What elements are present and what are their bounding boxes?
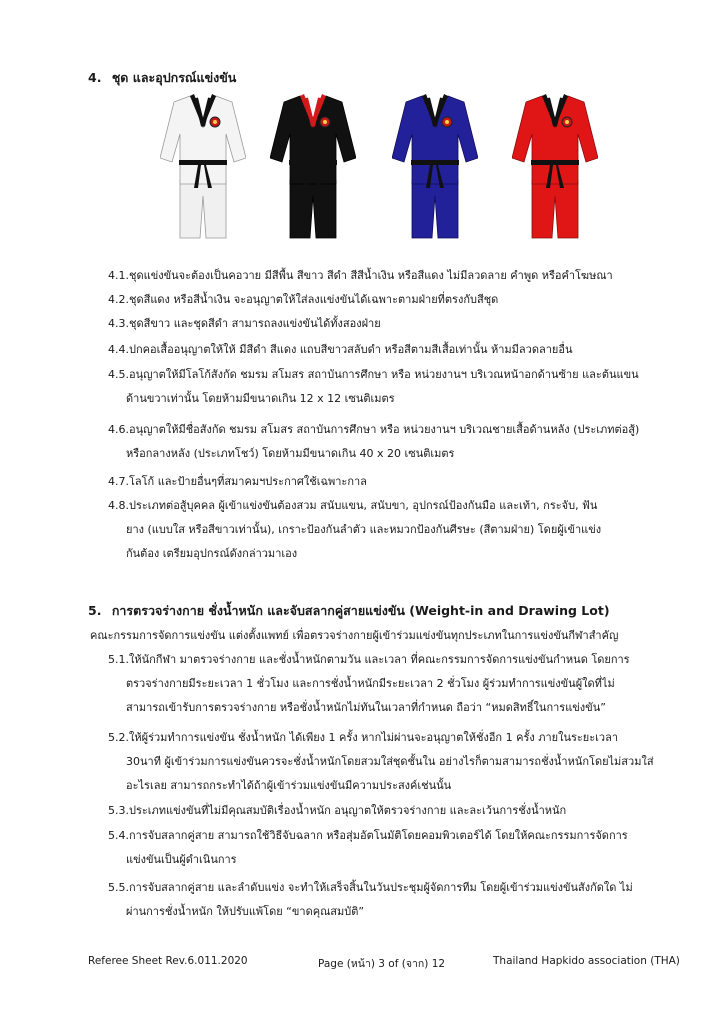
list-item-number: 4.3	[108, 317, 126, 330]
list-item-number: 4.2	[108, 293, 126, 306]
list-item-line: ด้านขวาเท่านั้น โดยห้ามมีขนาดเกิน 12 x 12 เซนติเมตร	[126, 392, 395, 405]
list-item-number: 4.4	[108, 343, 126, 356]
footer-right: Thailand Hapkido association (THA)	[493, 955, 680, 967]
list-item-text: การจับสลากคู่สาย และลำดับแข่ง จะทำให้เสร็จสิ้นในวันประชุมผู้จัดการทีม โดยผู้เข้าร่วมแข่งขันสังกัดใด ไม่	[129, 881, 633, 894]
list-item-line: 4.4.ปกคอเสื้ออนุญาตให้ให้ มีสีดำ สีแดง แถบสีขาวสลับดำ หรือสีตามสีเสื้อเท่านั้น ห้ามมีลวดลายอื่น	[108, 343, 573, 356]
section-5-intro: คณะกรรมการจัดการแข่งขัน แต่งตั้งแพทย์ เพื่อตรวจร่างกายผู้เข้าร่วมแข่งขันทุกประเภทในการแข่งขันกีฬาสำคัญ	[90, 629, 619, 642]
uniform-black	[270, 88, 356, 248]
section-4-number: 4.	[88, 70, 102, 85]
list-item-line: แข่งขันเป็นผู้ดำเนินการ	[126, 853, 237, 866]
list-item-number: 4.5	[108, 368, 126, 381]
list-item-text: ให้ผู้ร่วมทำการแข่งขัน ชั่งน้ำหนัก ได้เพียง 1 ครั้ง หากไม่ผ่านจะอนุญาตให้ชั่งอีก 1 ครั้ง ภายในระยะเวลา	[129, 731, 619, 744]
list-item-line: 5.2.ให้ผู้ร่วมทำการแข่งขัน ชั่งน้ำหนัก ได้เพียง 1 ครั้ง หากไม่ผ่านจะอนุญาตให้ชั่งอีก 1 ครั้ง ภายในระยะเวลา	[108, 731, 619, 744]
section-5-number: 5.	[88, 603, 102, 618]
list-item-text: ประเภทต่อสู้บุคคล ผู้เข้าแข่งขันต้องสวม สนับแขน, สนับขา, อุปกรณ์ป้องกันมือ และเท้า, กระจับ, ฟัน	[129, 499, 598, 512]
list-item-line: ผ่านการชั่งน้ำหนัก ให้ปรับแพ้โดย “ขาดคุณสมบัติ”	[126, 905, 365, 918]
uniform-images	[160, 88, 580, 248]
list-item-line: 4.6.อนุญาตให้มีชื่อสังกัด ชมรม สโมสร สถาบันการศึกษา หรือ หน่วยงานฯ บริเวณชายเสื้อด้านหลัง (ประเภทต่อสู้)	[108, 423, 640, 436]
list-item-number: 5.2	[108, 731, 126, 744]
uniform-blue	[392, 88, 478, 248]
list-item-text: ให้นักกีฬา มาตรวจร่างกาย และชั่งน้ำหนักตามวัน และเวลา ที่คณะกรรมการจัดการแข่งขันกำหนด โดยการ	[129, 653, 630, 666]
list-item	[108, 363, 694, 411]
list-item-text: ชุดสีแดง หรือสีน้ำเงิน จะอนุญาตให้ใส่ลงแข่งขันได้เฉพาะตามฝ่ายที่ตรงกับสีชุด	[129, 293, 499, 306]
list-item-number: 4.7	[108, 475, 126, 488]
list-item	[108, 470, 694, 494]
list-item-text: ชุดสีขาว และชุดสีดำ สามารถลงแข่งขันได้ทั้งสองฝ่าย	[129, 317, 381, 330]
section-4-heading	[88, 68, 236, 88]
list-item-number: 5.5	[108, 881, 126, 894]
list-item-text: อนุญาตให้มีโลโก้สังกัด ชมรม สโมสร สถาบันการศึกษา หรือ หน่วยงานฯ บริเวณหน้าอกด้านซ้าย และต้นแขน	[129, 368, 639, 381]
list-item-line: 4.8.ประเภทต่อสู้บุคคล ผู้เข้าแข่งขันต้องสวม สนับแขน, สนับขา, อุปกรณ์ป้องกันมือ และเท้า, กระจับ, ฟัน	[108, 499, 598, 512]
list-item-text: โลโก้ และป้ายอื่นๆที่สมาคมฯประกาศใช้เฉพาะกาล	[129, 475, 367, 488]
list-item-line: กันต้อง เตรียมอุปกรณ์ดังกล่าวมาเอง	[126, 547, 298, 560]
list-item-number: 5.1	[108, 653, 126, 666]
list-item-line: ตรวจร่างกายมีระยะเวลา 1 ชั่วโมง และการชั่งน้ำหนักมีระยะเวลา 2 ชั่วโมง ผู้ร่วมทำการแข่งขันผู้ใดที่ไม่	[126, 677, 615, 690]
list-item-number: 4.6	[108, 423, 126, 436]
footer-center: Page (หน้า) 3 of (จาก) 12	[318, 958, 446, 970]
list-item-line: 4.2.ชุดสีแดง หรือสีน้ำเงิน จะอนุญาตให้ใส่ลงแข่งขันได้เฉพาะตามฝ่ายที่ตรงกับสีชุด	[108, 293, 499, 306]
list-item-number: 5.3	[108, 804, 126, 817]
list-item-line: 5.3.ประเภทแข่งขันที่ไม่มีคุณสมบัติเรื่องน้ำหนัก อนุญาตให้ตรวจร่างกาย และละเว้นการชั่งน้ำหนัก	[108, 804, 567, 817]
list-item	[108, 288, 694, 312]
list-item-line: 4.3.ชุดสีขาว และชุดสีดำ สามารถลงแข่งขันได้ทั้งสองฝ่าย	[108, 317, 381, 330]
list-item-line: หรือกลางหลัง (ประเภทโชว์) โดยห้ามมีขนาดเกิน 40 x 20 เซนติเมตร	[126, 447, 455, 460]
section-4-title: ชุด และอุปกรณ์แข่งขัน	[111, 70, 237, 85]
list-item-line: 4.1.ชุดแข่งขันจะต้องเป็นคอวาย มีสีพื้น สีขาว สีดำ สีสีน้ำเงิน หรือสีแดง ไม่มีลวดลาย คำพูด หรือคำโฆษณา	[108, 269, 613, 282]
list-item-text: อนุญาตให้มีชื่อสังกัด ชมรม สโมสร สถาบันการศึกษา หรือ หน่วยงานฯ บริเวณชายเสื้อด้านหลัง (ประเภทต่อสู้)	[129, 423, 640, 436]
uniform-white	[160, 88, 246, 248]
list-item-text: ปกคอเสื้ออนุญาตให้ให้ มีสีดำ สีแดง แถบสีขาวสลับดำ หรือสีตามสีเสื้อเท่านั้น ห้ามมีลวดลายอื่น	[129, 343, 573, 356]
list-item-number: 5.4	[108, 829, 126, 842]
list-item-line: 30นาที ผู้เข้าร่วมการแข่งขันควรจะชั่งน้ำหนักโดยสวมใส่ชุดชั้นใน อย่างไรก็ตามสามารถชั่งน้ำหนักโดยไม่สวมใส่	[126, 755, 654, 768]
list-item	[108, 312, 694, 336]
footer-left: Referee Sheet Rev.6.011.2020	[88, 955, 248, 967]
section-5-title: การตรวจร่างกาย ชั่งน้ำหนัก และจับสลากคู่สายแข่งขัน (Weight-in and Drawing Lot)	[111, 603, 610, 618]
list-item	[108, 876, 694, 924]
list-item-line: ยาง (แบบใส หรือสีขาวเท่านั้น), เกราะป้องกันลำตัว และหมวกป้องกันศีรษะ (สีตามฝ่าย) โดยผู้เข้าแข่ง	[126, 523, 602, 536]
uniform-red	[512, 88, 598, 248]
list-item	[108, 264, 694, 288]
list-item	[108, 799, 694, 823]
list-item-line: 5.5.การจับสลากคู่สาย และลำดับแข่ง จะทำให้เสร็จสิ้นในวันประชุมผู้จัดการทีม โดยผู้เข้าร่วมแข่งขันสังกัดใด ไม่	[108, 881, 633, 894]
list-item-line: สามารถเข้ารับการตรวจร่างกาย หรือชั่งน้ำหนักไม่ทันในเวลาที่กำหนด ถือว่า “หมดสิทธิ์ในการแข่งขัน”	[126, 701, 606, 714]
list-item	[108, 338, 694, 362]
list-item-number: 4.8	[108, 499, 126, 512]
section-5-heading	[88, 601, 610, 621]
list-item-line: 5.1.ให้นักกีฬา มาตรวจร่างกาย และชั่งน้ำหนักตามวัน และเวลา ที่คณะกรรมการจัดการแข่งขันกำหนด โดยการ	[108, 653, 630, 666]
list-item-text: ชุดแข่งขันจะต้องเป็นคอวาย มีสีพื้น สีขาว สีดำ สีสีน้ำเงิน หรือสีแดง ไม่มีลวดลาย คำพูด หรือคำโฆษณา	[129, 269, 613, 282]
list-item	[108, 648, 694, 720]
list-item	[108, 494, 694, 566]
list-item-line: 4.5.อนุญาตให้มีโลโก้สังกัด ชมรม สโมสร สถาบันการศึกษา หรือ หน่วยงานฯ บริเวณหน้าอกด้านซ้าย และต้นแขน	[108, 368, 639, 381]
list-item	[108, 726, 694, 798]
list-item-text: ประเภทแข่งขันที่ไม่มีคุณสมบัติเรื่องน้ำหนัก อนุญาตให้ตรวจร่างกาย และละเว้นการชั่งน้ำหนัก	[129, 804, 567, 817]
list-item-line: 5.4.การจับสลากคู่สาย สามารถใช้วิธีจับฉลาก หรือสุ่มอัตโนมัติโดยคอมพิวเตอร์ได้ โดยให้คณะกรรมการจัดการ	[108, 829, 628, 842]
list-item-text: การจับสลากคู่สาย สามารถใช้วิธีจับฉลาก หรือสุ่มอัตโนมัติโดยคอมพิวเตอร์ได้ โดยให้คณะกรรมการจัดการ	[129, 829, 628, 842]
list-item	[108, 824, 694, 872]
list-item	[108, 418, 694, 466]
list-item-number: 4.1	[108, 269, 126, 282]
list-item-line: อะไรเลย สามารถกระทำได้ถ้าผู้เข้าร่วมแข่งขันมีความประสงค์เช่นนั้น	[126, 779, 452, 792]
list-item-line: 4.7.โลโก้ และป้ายอื่นๆที่สมาคมฯประกาศใช้เฉพาะกาล	[108, 475, 367, 488]
